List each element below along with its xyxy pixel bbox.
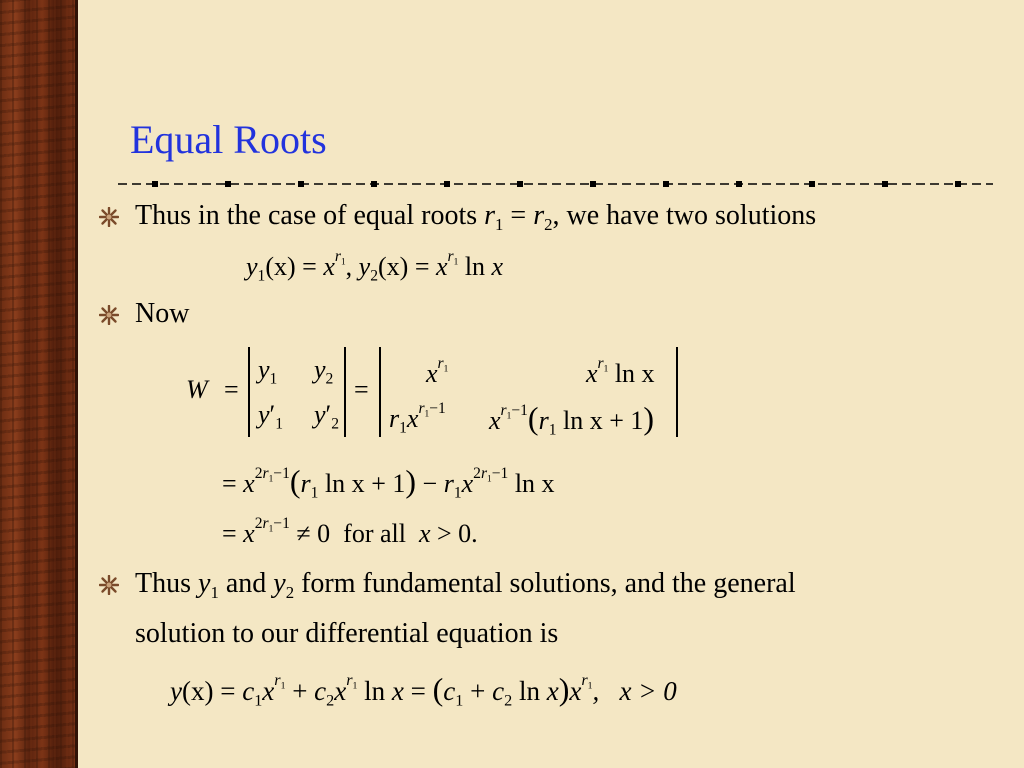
- wronskian-matrix: W = $y_1$ $y_2$ $y'_1$ $y'_2$ = $x^{r_1}$ $x^{r_1}$ ln x $r_1x^{r_1-1}$ $x^{r_1-1}(r_1$ ln x + 1): [186, 345, 686, 440]
- bullet-text-equal-roots: Thus in the case of equal roots $r_1 = r_2$, we have two solutions: [135, 200, 817, 234]
- solutions-equation: $y_1(x) = x^{r_1}$, $y_2(x) = x^{r_1}$ ln x: [246, 248, 504, 285]
- star-bullet-icon: [99, 207, 119, 227]
- sidebar-edge: [75, 0, 78, 768]
- wronskian-expansion-line: = $x^{2r_1-1}(r_1$ $\ln x + 1) - r_1x^{2r_1-1}$ ln x: [222, 463, 555, 502]
- bullet-text-fundamental-solutions: Thus $y_1$ and $y_2$ form fundamental solutions, and the general solution to our differential equation is: [135, 568, 796, 649]
- star-bullet-icon: [99, 575, 119, 595]
- general-solution-equation: $y(x) = c_1x^{r_1} + c_2x^{r_1}$ $\ln x = (c_1 + c_2$ $\ln x)x^{r_1}$, x > 0: [170, 671, 677, 710]
- slide-title: Equal Roots: [130, 117, 327, 162]
- wronskian-result-line: = $x^{2r_1-1} \ne 0$ for all x > 0.: [222, 515, 478, 549]
- bullet-text-now: Now: [135, 298, 190, 329]
- title-divider-line: [118, 178, 993, 190]
- star-bullet-icon: [99, 305, 119, 325]
- wood-texture-sidebar: [0, 0, 77, 768]
